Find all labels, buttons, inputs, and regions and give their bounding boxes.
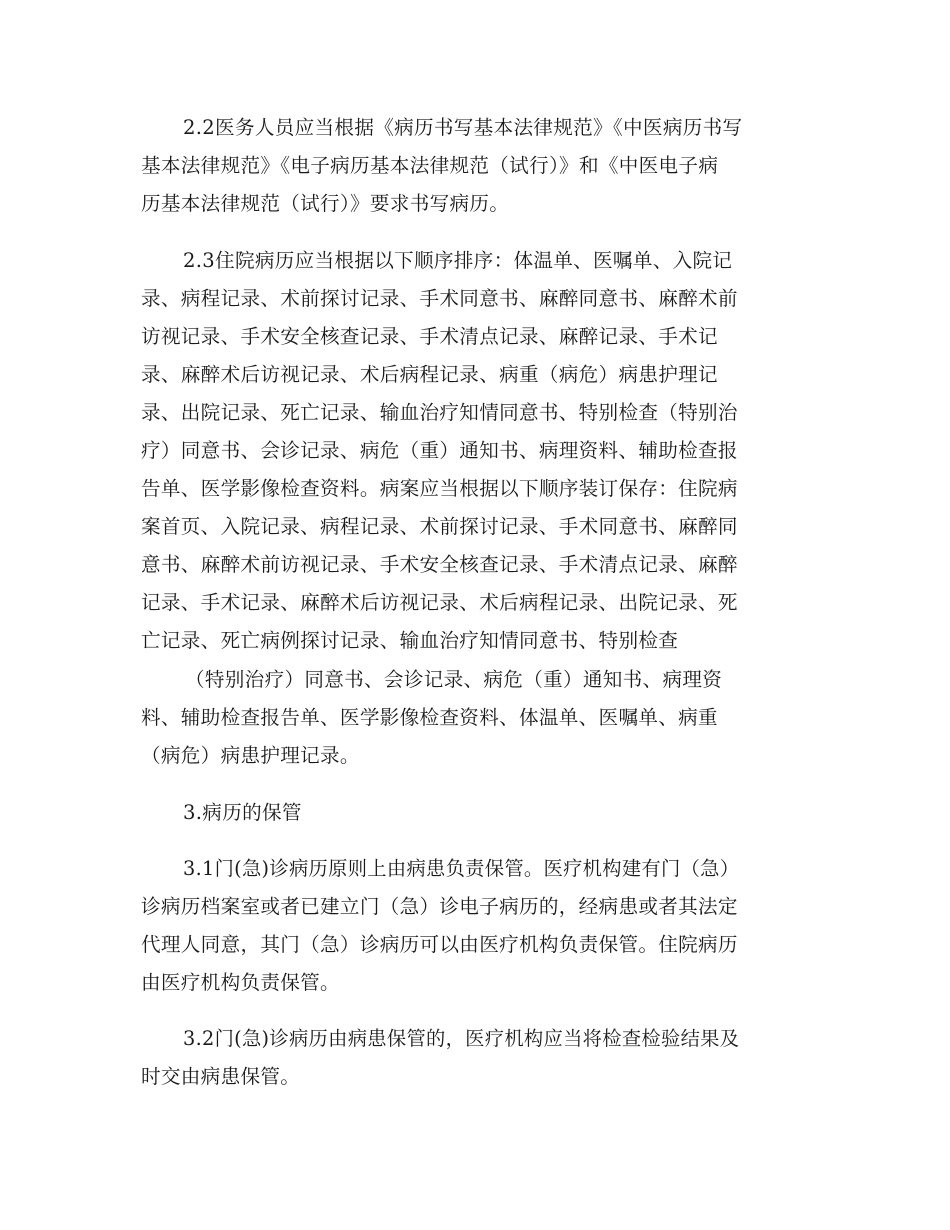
paragraph-2-3-line-5: 录、出院记录、死亡记录、输血治疗知情同意书、特别检查（特别治 [141, 401, 738, 424]
paragraph-2-2-line-1: 2.2医务人员应当根据《病历书写基本法律规范》《中医病历书写 [183, 116, 743, 139]
paragraph-3-2-line-2: 时交由病患保管。 [141, 1065, 301, 1088]
paragraph-3-1-line-3: 代理人同意，其门（急）诊病历可以由医疗机构负责保管。住院病历 [141, 933, 738, 956]
section-heading-3: 3.病历的保管 [183, 801, 302, 824]
paragraph-3-2-line-1: 3.2门(急)诊病历由病患保管的，医疗机构应当将检查检验结果及 [183, 1027, 740, 1050]
paragraph-2-3-line-8: 案首页、入院记录、病程记录、术前探讨记录、手术同意书、麻醉同 [141, 515, 738, 538]
paragraph-2-3-line-6: 疗）同意书、会诊记录、病危（重）通知书、病理资料、辅助检查报 [141, 439, 738, 462]
paragraph-2-3-line-4: 录、麻醉术后访视记录、术后病程记录、病重（病危）病患护理记 [141, 363, 718, 386]
paragraph-2-2-line-3: 历基本法律规范（试行）》要求书写病历。 [141, 192, 510, 215]
paragraph-3-1-line-1: 3.1门(急)诊病历原则上由病患负责保管。医疗机构建有门（急） [183, 857, 740, 880]
paragraph-2-3-line-3: 访视记录、手术安全核查记录、手术清点记录、麻醉记录、手术记 [141, 325, 718, 348]
paragraph-3-1-line-4: 由医疗机构负责保管。 [141, 971, 340, 994]
paragraph-3-1-line-2: 诊病历档案室或者已建立门（急）诊电子病历的，经病患或者其法定 [141, 895, 738, 918]
paragraph-2-2-line-2: 基本法律规范》《电子病历基本法律规范（试行）》和《中医电子病 [141, 154, 719, 177]
paragraph-2-3-line-9: 意书、麻醉术前访视记录、手术安全核查记录、手术清点记录、麻醉 [141, 553, 738, 576]
paragraph-2-3-line-11: 亡记录、死亡病例探讨记录、输血治疗知情同意书、特别检查 [141, 629, 679, 652]
continuation-line-1: （特别治疗）同意书、会诊记录、病危（重）通知书、病理资 [185, 668, 723, 691]
paragraph-2-3-line-1: 2.3住院病历应当根据以下顺序排序：体温单、医嘱单、入院记 [183, 249, 733, 272]
continuation-line-2: 料、辅助检查报告单、医学影像检查资料、体温单、医嘱单、病重 [141, 706, 718, 729]
paragraph-2-3-line-7: 告单、医学影像检查资料。病案应当根据以下顺序装订保存：住院病 [141, 477, 738, 500]
paragraph-2-3-line-10: 记录、手术记录、麻醉术后访视记录、术后病程记录、出院记录、死 [141, 591, 738, 614]
paragraph-2-3-line-2: 录、病程记录、术前探讨记录、手术同意书、麻醉同意书、麻醉术前 [141, 287, 738, 310]
continuation-line-3: （病危）病患护理记录。 [141, 744, 360, 767]
